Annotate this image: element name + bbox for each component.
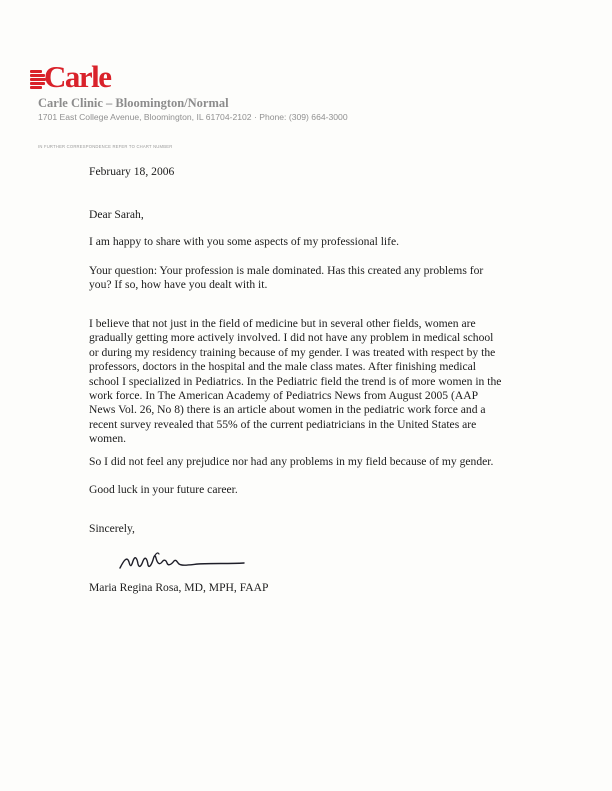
letterhead: [30, 59, 470, 149]
closing-wish: Good luck in your future career.: [89, 483, 238, 496]
answer-line: work force. In The American Academy of Pediatrics News from August 2005 (AAP: [89, 389, 479, 403]
carle-logo: Carle: [44, 59, 111, 94]
signer-name: Maria Regina Rosa, MD, MPH, FAAP: [89, 581, 269, 594]
reference-note: IN FURTHER CORRESPONDENCE REFER TO CHART NUMBER: [38, 144, 173, 149]
answer-line: professors, doctors in the hospital and the male class mates. After finishing medical: [89, 360, 477, 374]
question-line: Your question: Your profession is male dominated. Has this created any problems for: [89, 264, 484, 277]
answer-line: gradually getting more actively involved. I did not have any problem in medical school: [89, 331, 494, 345]
question-line: you? If so, how have you dealt with it.: [89, 278, 268, 292]
answer-paragraph: [89, 317, 559, 447]
answer-line: recent survey revealed that 55% of the current pediatricians in the United States are: [89, 417, 477, 431]
clinic-address: 1701 East College Avenue, Bloomington, IL 61704-2102 · Phone: (309) 664-3000: [38, 112, 348, 122]
clinic-name: Carle Clinic – Bloomington/Normal: [38, 96, 229, 110]
conclusion-paragraph: So I did not feel any prejudice nor had any problems in my field because of my gender.: [89, 455, 494, 468]
answer-line: or during my residency training because of my gender. I was treated with respect by the: [89, 345, 496, 359]
answer-line: women.: [89, 432, 127, 446]
answer-line: school I specialized in Pediatrics. In the Pediatric field the trend is of more women in the: [89, 374, 502, 388]
letter-date: February 18, 2006: [89, 165, 175, 178]
salutation: Dear Sarah,: [89, 208, 144, 221]
question-paragraph: [89, 264, 559, 293]
handwritten-signature: [118, 548, 248, 574]
intro-paragraph: I am happy to share with you some aspects of my professional life.: [89, 235, 400, 248]
answer-line: News Vol. 26, No 8) there is an article about women in the pediatric work force and a: [89, 403, 486, 417]
answer-line: I believe that not just in the field of medicine but in several other fields, women are: [89, 317, 476, 330]
closing: Sincerely,: [89, 522, 135, 535]
